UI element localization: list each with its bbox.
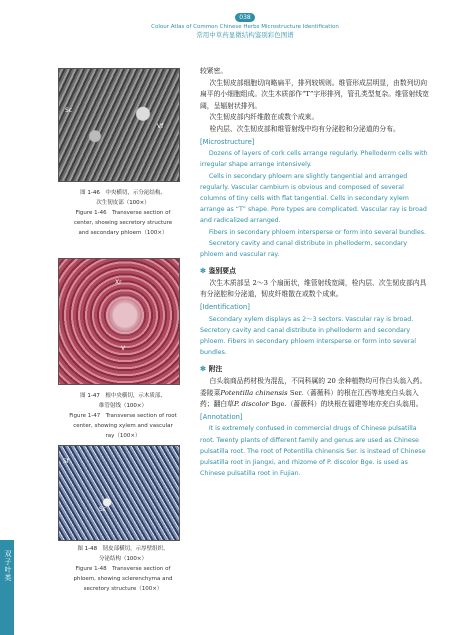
paragraph [200, 376, 432, 411]
section-heading-note [200, 364, 432, 376]
figure-caption-1-46 [58, 188, 188, 238]
chapter-side-tab [0, 540, 14, 635]
paragraph: 次生韧皮部细胞切向略扁平，排列较规则。维管形成层明显，由数列切向扁平的小细胞组成。次生木质部作“T”字形排列，管孔类型复杂。维管射线宽阔，呈辐射状排列。 [200, 78, 429, 110]
latin-name: Potentilla chinensis [220, 388, 288, 397]
section-heading-text: 附注 [208, 365, 223, 374]
caption-zh-line: 维管射线（100×） [98, 403, 148, 409]
figure-label: Vf [157, 123, 164, 130]
text-run: 白头翁商品药材极为混乱，不同科属的 20 余种植物均可作白头翁入药。委陵菜 [200, 376, 427, 397]
section-label-microstructure: [Microstructure] [200, 137, 255, 146]
paragraph-en: Secretory cavity and canal distribute in phelloderm, secondary phloem and vascular ray. [200, 239, 408, 258]
paragraph-en: Secondary xylem displays as 2～3 sectors. Vascular ray is broad. Secretory cavity and canal distribute in phelloderm and secondary phloem. Fibers in secondary phloem intersperse or form into several bundles. [200, 315, 416, 357]
caption-en-line: Figure 1-47 Transverse section of root [69, 413, 177, 419]
text-run: Bge.（蔷薇科）的块根在福建等地亦充白头翁用。 [268, 400, 423, 409]
snowflake-icon: ✻ [200, 365, 206, 374]
figure-label: Sc [99, 506, 107, 513]
caption-zh-line: 分泌结构（100×） [98, 556, 148, 562]
micrograph-figure-1-47 [58, 258, 180, 385]
caption-en-line: secretory structure（100×） [83, 586, 163, 592]
paragraph: 较紧密。 [200, 67, 228, 75]
section-heading-text: 鉴别要点 [208, 267, 236, 276]
paragraph-en: Dozens of layers of cork cells arrange regularly. Phelloderm cells with irregular shape arrange intensively. [200, 150, 428, 169]
section-label-identification: [Identification] [200, 302, 250, 311]
caption-en-line: and secondary phloem（100×） [78, 230, 168, 236]
latin-name: P. discolor [233, 400, 269, 409]
caption-zh-line: 图 1-46 中央横切，示分泌结构、 [80, 190, 166, 196]
header-title-zh: 常用中草药显微结构鉴别彩色图谱 [196, 31, 294, 39]
caption-zh-line: 图 1-47 根中央横切，示木质部、 [80, 393, 166, 399]
caption-en-line: phloem, showing sclerenchyma and [73, 576, 173, 582]
snowflake-icon: ✻ [200, 267, 206, 276]
caption-zh-line: 图 1-48 韧皮部横切，示厚壁组织、 [77, 546, 169, 552]
paragraph: 次生韧皮部内纤维散在或数个成束。 [209, 113, 319, 122]
body-text-column [200, 66, 432, 479]
figure-caption-1-48 [58, 544, 188, 594]
paragraph-en: It is extremely confused in commercial drugs of Chinese pulsatilla root. Twenty plants of different family and genus are used as Chinese pulsatilla root. The root of Potentilla chinensis Ser. is instead of Chinese pulsatilla root in Jiangxi, and rhizome of P. discolor Bge. is used as Chinese pulsatilla root in Fujian. [200, 425, 426, 478]
caption-zh-line: 次生韧皮部（100×） [96, 200, 150, 206]
header-title-en: Colour Atlas of Common Chinese Herbs Microstructure Identification [151, 24, 339, 30]
section-heading-identification [200, 266, 432, 278]
caption-en-line: Figure 1-46 Transverse section of [75, 210, 171, 216]
caption-en-line: center, showing xylem and vascular [73, 423, 173, 429]
micrograph-figure-1-48 [58, 445, 180, 541]
paragraph: 次生木质部呈 2～3 个扇面状，维管射线宽阔，栓内层、次生韧皮部内具有分泌腔和分泌道，韧皮纤维散在或数个成束。 [200, 278, 427, 299]
figure-label: V [121, 345, 126, 352]
paragraph-en: Fibers in secondary phloem intersperse or form into several bundles. [208, 228, 427, 236]
side-tab-label: 双子叶类 [4, 550, 12, 582]
section-label-annotation: [Annotation] [200, 412, 243, 421]
caption-en-line: ray（100×） [105, 433, 141, 439]
paragraph: 栓内层、次生韧皮部和维管射线中均有分泌腔和分泌道的分布。 [209, 124, 400, 133]
caption-en-line: Figure 1-48 Transverse section of [75, 566, 171, 572]
figure-label: Sc [65, 107, 73, 114]
figure-label: Sf [63, 458, 69, 465]
figure-label: Xr [115, 279, 122, 286]
figure-caption-1-47 [58, 391, 188, 441]
page-header [140, 4, 350, 40]
text-run: Ser.（蔷薇科）的根在江西等地充白头翁入药；翻白草 [200, 388, 419, 409]
paragraph-en: Cells in secondary phloem are slightly tangential and arranged regularly. Vascular cambium is obvious and composed of several columns of tiny cells with flat tangential. Cells in secondary xylem arrange as “T” shape. Pore types are complicated. Vascular ray is broad and radicalized arranged. [200, 172, 427, 225]
micrograph-figure-1-46 [58, 68, 180, 182]
caption-en-line: center, showing secretory structure [73, 220, 173, 226]
page-number: 038 [235, 13, 254, 22]
